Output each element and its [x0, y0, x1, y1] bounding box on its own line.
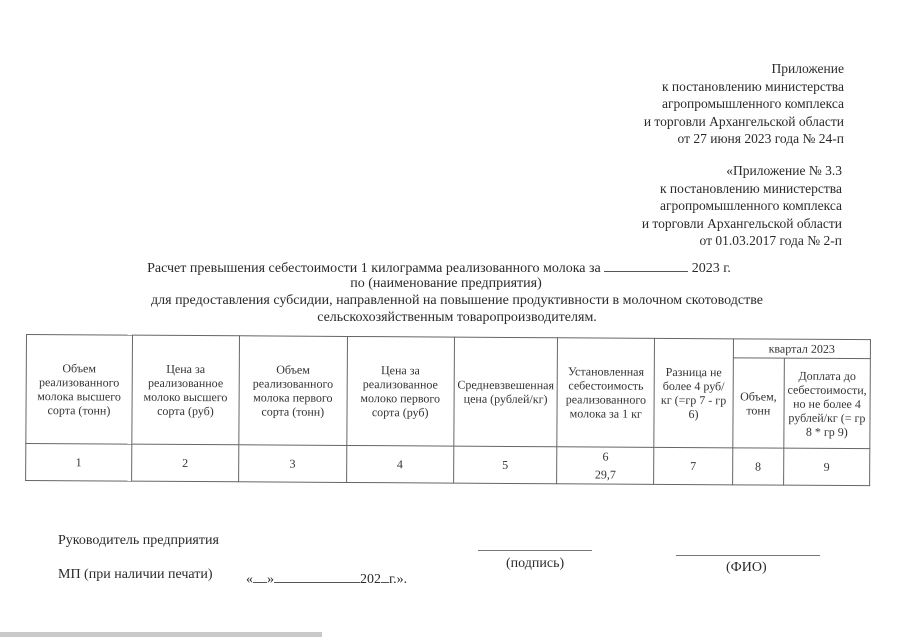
quarter-group-header: квартал 2023	[733, 339, 870, 359]
header-cell: Установленная себестоимость реализованного молока за 1 кг	[557, 338, 655, 448]
column-number: 7	[654, 447, 733, 484]
year-blank	[381, 570, 389, 583]
header-cell: Объем, тонн	[733, 358, 785, 448]
appendix-current-line: от 27 июня 2023 года № 24-п	[677, 131, 844, 146]
appendix-original-line: и торговли Архангельской области	[641, 215, 842, 231]
date-field	[246, 570, 407, 588]
column-number: 5	[453, 446, 557, 484]
document-title	[0, 259, 892, 277]
table-header-row	[26, 335, 870, 359]
column-number: 9	[783, 448, 869, 486]
header-cell: Цена за реализованное молоко высшего сорта (руб)	[132, 335, 240, 445]
signature-caption: (подпись)	[506, 556, 565, 571]
fio-caption: (ФИО)	[726, 560, 767, 575]
column-number: 2	[131, 444, 238, 482]
appendix-original-line: «Приложение № 3.3	[726, 163, 842, 178]
title-start: Расчет превышения себестоимости 1 килограмма реализованного молока за	[147, 261, 601, 276]
appendix-original-line: агропромышленного комплекса	[660, 198, 842, 213]
appendix-current-block	[644, 60, 844, 148]
period-blank	[604, 259, 688, 272]
cost-value: 29,7	[594, 467, 616, 482]
column-number: 1	[26, 444, 132, 482]
title-end: 2023 г.	[691, 261, 731, 276]
signature-line	[478, 550, 592, 551]
subsidy-purpose-line: для предоставления субсидии, направленной на повышение продуктивности в молочном скотоводстве	[151, 293, 763, 308]
appendix-current-line: и торговли Архангельской области	[643, 113, 844, 129]
appendix-current-line: Приложение	[771, 61, 844, 76]
year-prefix: 202	[360, 572, 381, 587]
appendix-current-line: к постановлению министерства	[661, 78, 844, 94]
date-open-quote: «	[246, 572, 253, 587]
header-cell: Объем реализованного молока первого сорта (тонн)	[239, 336, 347, 446]
day-blank	[253, 570, 267, 583]
column-number: 6	[602, 449, 609, 464]
header-cell: Объем реализованного молока высшего сорта (тонн)	[26, 335, 133, 445]
appendix-original-line: от 01.03.2017 года № 2-п	[699, 233, 842, 248]
head-of-enterprise-label: Руководитель предприятия	[58, 533, 219, 548]
header-cell: Средневзвешенная цена (рублей/кг)	[454, 337, 558, 447]
date-close-quote: »	[267, 572, 274, 587]
header-cell: Цена за реализованное молоко первого сорта (руб)	[346, 336, 454, 446]
date-end: г.».	[389, 572, 408, 587]
month-blank	[274, 570, 360, 583]
scan-edge-line	[0, 632, 322, 637]
recipient-line: сельскохозяйственным товаропроизводителям.	[317, 310, 597, 325]
appendix-original-block	[642, 162, 842, 250]
column-number: 4	[346, 445, 453, 483]
fio-line	[676, 555, 820, 556]
header-cell: Разница не более 4 руб/кг (=гр 7 - гр 6)	[654, 338, 733, 447]
appendix-original-line: к постановлению министерства	[659, 180, 842, 196]
enterprise-name-line: по (наименование предприятия)	[350, 276, 542, 291]
column-number: 3	[239, 445, 347, 483]
cost-cell	[557, 447, 654, 485]
column-number-row	[26, 444, 870, 486]
column-number: 8	[732, 448, 783, 485]
calculation-table	[25, 334, 871, 486]
stamp-label: МП (при наличии печати)	[58, 567, 213, 582]
appendix-current-line: агропромышленного комплекса	[662, 96, 844, 111]
header-cell: Доплата до себестоимости, но не более 4 рублей/кг (= гр 8 * гр 9)	[784, 358, 871, 449]
